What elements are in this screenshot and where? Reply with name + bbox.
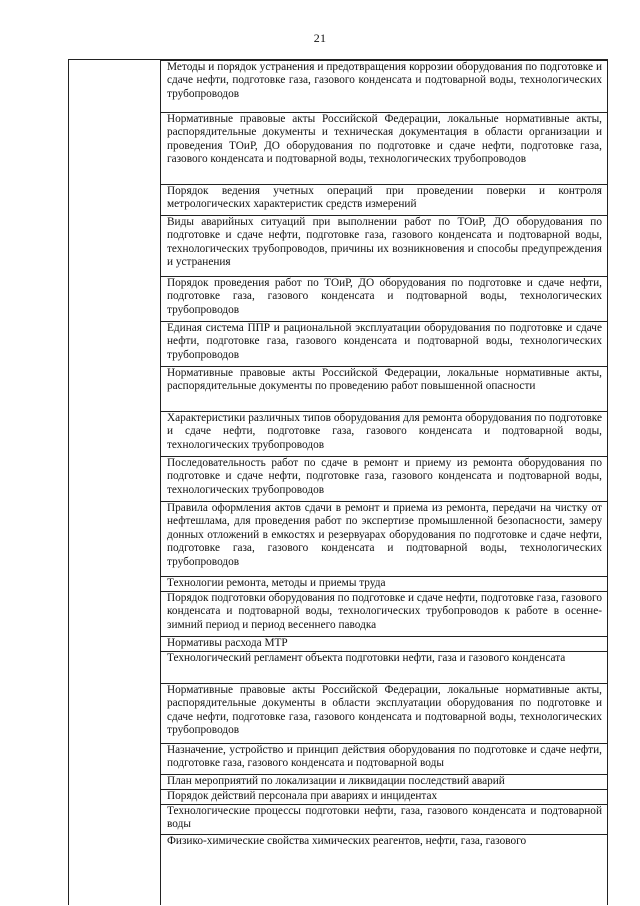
row-text: Назначение, устройство и принцип действия оборудования по подготовке и сдаче нефти, подготовке газа, газового конденсата и подтоварной воды (167, 744, 602, 770)
table-row (161, 591, 608, 636)
row-text: Методы и порядок устранения и предотвращения коррозии оборудования по подготовке и сдаче нефти, подготовке газа, газового конденсата и подтоварной воды, технологических трубопроводов (167, 61, 602, 100)
knowledge-table (68, 59, 608, 905)
table-row (161, 411, 608, 456)
table-row (161, 501, 608, 576)
table-row (161, 60, 608, 112)
row-text: Технологический регламент объекта подготовки нефти, газа и газового конденсата (167, 652, 566, 664)
table-row (161, 112, 608, 184)
table-row (161, 456, 608, 501)
table-row (161, 366, 608, 411)
table-row (161, 804, 608, 834)
table-row (161, 636, 608, 651)
row-text: Нормативные правовые акты Российской Федерации, локальные нормативные акты, распорядительные документы и техническая документация в области организации и проведения ТОиР, ДО оборудования по подготовке и сдаче нефти, подготовке газа, газового конденсата и подтоварной воды, технологических трубопроводов (167, 113, 602, 166)
table-row (161, 789, 608, 804)
row-text: Технологические процессы подготовки нефти, газа, газового конденсата и подтоварной воды (167, 805, 602, 831)
table-row (161, 651, 608, 683)
row-text: Характеристики различных типов оборудования для ремонта оборудования по подготовке и сдаче нефти, подготовке газа, газового конденсата и подтоварной воды, технологических трубопроводов (167, 412, 602, 451)
table-row (161, 184, 608, 215)
page-number: 21 (313, 31, 327, 45)
row-text: План мероприятий по локализации и ликвидации последствий аварий (167, 775, 505, 787)
row-text: Порядок проведения работ по ТОиР, ДО оборудования по подготовке и сдаче нефти, подготовке газа, газового конденсата и подтоварной воды, технологических трубопроводов (167, 277, 602, 316)
table-row (161, 834, 608, 906)
row-text: Последовательность работ по сдаче в ремонт и приему из ремонта оборудования по подготовке и сдаче нефти, подготовке газа, газового конденсата и подтоварной воды, технологических трубопроводов (167, 457, 602, 496)
row-text: Нормативные правовые акты Российской Федерации, локальные нормативные акты, распорядительные документы в области эксплуатации оборудования по подготовке и сдаче нефти, подготовке газа, газового конденсата и подтоварной воды, технологических трубопроводов (167, 684, 602, 737)
row-text: Технологии ремонта, методы и приемы труда (167, 577, 386, 589)
table-row (161, 743, 608, 774)
table-row (161, 774, 608, 789)
table-row (161, 576, 608, 591)
table-row (161, 215, 608, 276)
table-right-column (161, 60, 608, 905)
row-text: Порядок действий персонала при авариях и инцидентах (167, 790, 438, 802)
row-text: Нормативные правовые акты Российской Федерации, локальные нормативные акты, распорядительные документы по проведению работ повышенной опасности (167, 367, 602, 393)
row-text: Нормативы расхода МТР (167, 637, 288, 649)
row-text: Виды аварийных ситуаций при выполнении работ по ТОиР, ДО оборудования по подготовке и сдаче нефти, подготовке газа, газового конденсата и подтоварной воды, технологических трубопроводов, причины их возникновения и способы предупреждения и устранения (167, 216, 602, 269)
table-row (161, 321, 608, 366)
table-row (161, 683, 608, 743)
table-left-column (69, 60, 161, 905)
table-row (161, 276, 608, 321)
row-text: Физико-химические свойства химических реагентов, нефти, газа, газового (167, 835, 527, 847)
row-text: Единая система ППР и рациональной эксплуатации оборудования по подготовке и сдаче нефти, подготовке газа, газового конденсата и подтоварной воды, технологических трубопроводов (167, 322, 602, 361)
row-text: Порядок ведения учетных операций при проведении поверки и контроля метрологических характеристик средств измерений (167, 185, 602, 211)
row-text: Правила оформления актов сдачи в ремонт и приема из ремонта, передачи на чистку от нефтешлама, для проведения работ по экспертизе промышленной безопасности, замеру донных отложений в емкостях и резервуарах оборудования по подготовке и сдаче нефти, подготовке газа, газового конденсата и подтоварной воды, технологических трубопроводов (167, 502, 602, 568)
row-text: Порядок подготовки оборудования по подготовке и сдаче нефти, подготовке газа, газового конденсата и подтоварной воды, технологических трубопроводов к работе в осенне-зимний период и период весеннего паводка (167, 592, 602, 631)
